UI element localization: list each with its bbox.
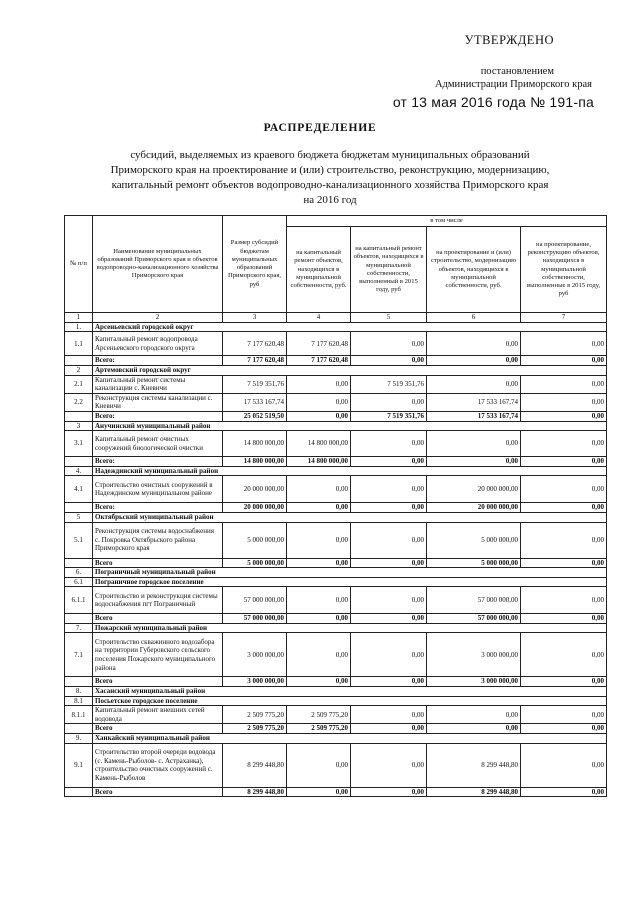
section-row <box>65 322 607 332</box>
section-name: Анучинский муниципальный район <box>93 421 607 431</box>
value-col5: 0,00 <box>351 393 427 411</box>
value-total-subsidy: 5 000 000,00 <box>223 522 287 558</box>
header-name: Наименование муниципальных образований Приморского края и объектов водопроводно-канализационного хозяйства Приморского края <box>93 216 223 313</box>
value-total-subsidy: 7 177 620,48 <box>223 332 287 356</box>
value-total-subsidy: 14 800 000,00 <box>223 457 287 467</box>
value-col7: 0,00 <box>521 356 607 366</box>
value-total-subsidy: 2 509 775,20 <box>223 706 287 724</box>
total-row <box>65 724 607 734</box>
value-col7: 0,00 <box>521 476 607 503</box>
row-num <box>65 503 93 513</box>
value-total-subsidy: 20 000 000,00 <box>223 476 287 503</box>
value-col6: 17 533 167,74 <box>427 393 521 411</box>
section-name: Пожарский муниципальный район <box>93 623 607 633</box>
section-row <box>65 365 607 375</box>
value-col6: 0,00 <box>427 706 521 724</box>
value-total-subsidy: 3 000 000,00 <box>223 677 287 687</box>
table-row <box>65 743 607 787</box>
total-label: Всего: <box>93 356 223 366</box>
value-col7: 0,00 <box>521 633 607 677</box>
value-col5: 0,00 <box>351 743 427 787</box>
row-num: 6.1 <box>65 577 93 587</box>
value-col4: 0,00 <box>287 503 351 513</box>
header-col4: на капитальный ремонт объектов, находящихся в муниципальной собственности, руб. <box>287 227 351 313</box>
value-col4: 0,00 <box>287 787 351 797</box>
value-col6: 8 299 448,80 <box>427 743 521 787</box>
value-col7: 0,00 <box>521 558 607 568</box>
value-col7: 0,00 <box>521 706 607 724</box>
value-col6: 8 299 448,80 <box>427 787 521 797</box>
object-name: Реконструкция системы канализации с. Кневичи <box>93 393 223 411</box>
value-col5: 0,00 <box>351 431 427 457</box>
row-num <box>65 356 93 366</box>
total-row <box>65 457 607 467</box>
section-name: Арсеньевский городской округ <box>93 322 607 332</box>
row-num: 1.1 <box>65 332 93 356</box>
value-col6: 57 000 000,00 <box>427 587 521 614</box>
value-col4: 0,00 <box>287 411 351 421</box>
value-col4: 0,00 <box>287 614 351 624</box>
table-row <box>65 476 607 503</box>
object-name: Реконструкция системы водоснабжения с. Покровка Октябрьского района Приморского края <box>93 522 223 558</box>
object-name: Капитальный ремонт очистных сооружений биологической очистки <box>93 431 223 457</box>
row-num: 3 <box>65 421 93 431</box>
value-col6: 5 000 000,00 <box>427 522 521 558</box>
row-num: 6. <box>65 568 93 578</box>
value-col5: 0,00 <box>351 522 427 558</box>
value-col4: 0,00 <box>287 375 351 393</box>
table-row <box>65 393 607 411</box>
value-col4: 0,00 <box>287 393 351 411</box>
row-num <box>65 411 93 421</box>
value-total-subsidy: 57 000 000,00 <box>223 614 287 624</box>
value-col5: 0,00 <box>351 558 427 568</box>
row-num: 4. <box>65 466 93 476</box>
row-num: 8. <box>65 687 93 697</box>
value-col4: 14 800 000,00 <box>287 457 351 467</box>
row-num: 3.1 <box>65 431 93 457</box>
value-col7: 0,00 <box>521 587 607 614</box>
value-col7: 0,00 <box>521 332 607 356</box>
header-num: № п/п <box>65 216 93 313</box>
value-col6: 20 000 000,00 <box>427 476 521 503</box>
value-total-subsidy: 25 052 519,50 <box>223 411 287 421</box>
header-row-top <box>65 216 607 227</box>
object-name: Строительство и реконструкция системы водоснабжения пгт Пограничный <box>93 587 223 614</box>
row-num: 2.1 <box>65 375 93 393</box>
colnum: 6 <box>427 313 521 323</box>
value-col5: 0,00 <box>351 677 427 687</box>
value-total-subsidy: 20 000 000,00 <box>223 503 287 513</box>
total-row <box>65 558 607 568</box>
row-num: 7. <box>65 623 93 633</box>
value-col4: 0,00 <box>287 587 351 614</box>
value-col5: 0,00 <box>351 457 427 467</box>
header-subsidy: Размер субсидий бюджетам муниципальных образований Приморского края, руб <box>223 216 287 313</box>
total-label: Всего: <box>93 457 223 467</box>
section-name: Надеждинский муниципальный район <box>93 466 607 476</box>
value-col7: 0,00 <box>521 431 607 457</box>
section-row <box>65 421 607 431</box>
value-col5: 0,00 <box>351 587 427 614</box>
total-row <box>65 356 607 366</box>
total-row <box>65 503 607 513</box>
section-name: Октябрьский муниципальный район <box>93 512 607 522</box>
value-total-subsidy: 17 533 167,74 <box>223 393 287 411</box>
value-col5: 0,00 <box>351 633 427 677</box>
value-col7: 0,00 <box>521 787 607 797</box>
value-col5: 7 519 351,76 <box>351 411 427 421</box>
value-total-subsidy: 5 000 000,00 <box>223 558 287 568</box>
table-row <box>65 522 607 558</box>
value-col6: 0,00 <box>427 332 521 356</box>
value-col6: 3 000 000,00 <box>427 677 521 687</box>
row-num: 7.1 <box>65 633 93 677</box>
value-col7: 0,00 <box>521 457 607 467</box>
total-label: Всего <box>93 558 223 568</box>
colnum: 4 <box>287 313 351 323</box>
object-name: Капитальный ремонт системы канализации с. Кневичи <box>93 375 223 393</box>
value-col6: 57 000 000,00 <box>427 614 521 624</box>
decree-line-1: постановлением <box>480 66 554 77</box>
value-col6: 0,00 <box>427 724 521 734</box>
value-col4: 7 177 620,48 <box>287 332 351 356</box>
value-col4: 0,00 <box>287 522 351 558</box>
table-row <box>65 375 607 393</box>
row-num: 5 <box>65 512 93 522</box>
section-row <box>65 696 607 706</box>
value-col6: 0,00 <box>427 356 521 366</box>
value-col4: 7 177 620,48 <box>287 356 351 366</box>
total-row <box>65 411 607 421</box>
approved-stamp: УТВЕРЖДЕНО <box>464 33 554 47</box>
value-col6: 3 000 000,00 <box>427 633 521 677</box>
value-col7: 0,00 <box>521 724 607 734</box>
row-num <box>65 724 93 734</box>
value-col4: 0,00 <box>287 677 351 687</box>
table-row <box>65 332 607 356</box>
value-col4: 0,00 <box>287 633 351 677</box>
value-col7: 0,00 <box>521 503 607 513</box>
section-row <box>65 512 607 522</box>
value-col6: 17 533 167,74 <box>427 411 521 421</box>
section-name: Пограничное городское поселение <box>93 577 607 587</box>
value-col7: 0,00 <box>521 614 607 624</box>
document-subtitle: субсидий, выделяемых из краевого бюджета бюджетам муниципальных образований Приморского края на проектирование и (или) строительство, реконструкцию, модернизацию, капитальный ремонт объектов водопроводно-канализационного хозяйства Приморского края на 2016 год <box>110 149 550 206</box>
section-name: Хасанский муниципальный район <box>93 687 607 697</box>
value-total-subsidy: 8 299 448,80 <box>223 787 287 797</box>
value-total-subsidy: 2 509 775,20 <box>223 724 287 734</box>
row-num: 8.1 <box>65 696 93 706</box>
value-col4: 14 800 000,00 <box>287 431 351 457</box>
value-col7: 0,00 <box>521 393 607 411</box>
value-col4: 2 509 775,20 <box>287 724 351 734</box>
subsidy-table <box>64 215 607 797</box>
value-col5: 0,00 <box>351 503 427 513</box>
colnum: 7 <box>521 313 607 323</box>
value-total-subsidy: 7 177 620,48 <box>223 356 287 366</box>
section-row <box>65 577 607 587</box>
total-label: Всего <box>93 677 223 687</box>
object-name: Капитальный ремонт внешних сетей водовода <box>93 706 223 724</box>
row-num <box>65 457 93 467</box>
row-num <box>65 787 93 797</box>
total-row <box>65 614 607 624</box>
colnum: 3 <box>223 313 287 323</box>
row-num: 2.2 <box>65 393 93 411</box>
table-row <box>65 587 607 614</box>
object-name: Строительство второй очереди водовода (с. Камень-Рыболов- с. Астраханка), строительство очистных сооружений с. Камень-Рыболов <box>93 743 223 787</box>
value-col5: 0,00 <box>351 476 427 503</box>
colnum: 1 <box>65 313 93 323</box>
value-col5: 0,00 <box>351 706 427 724</box>
object-name: Строительство скважинного водозабора на территории Губеровского сельского поселения Пожарского муниципального района <box>93 633 223 677</box>
row-num <box>65 614 93 624</box>
row-num: 6.1.1 <box>65 587 93 614</box>
total-label: Всего: <box>93 503 223 513</box>
value-total-subsidy: 14 800 000,00 <box>223 431 287 457</box>
value-col6: 0,00 <box>427 375 521 393</box>
value-col4: 0,00 <box>287 476 351 503</box>
header-including: в том числе <box>287 216 607 227</box>
value-col5: 0,00 <box>351 614 427 624</box>
value-col5: 7 519 351,76 <box>351 375 427 393</box>
value-col7: 0,00 <box>521 522 607 558</box>
value-col4: 2 509 775,20 <box>287 706 351 724</box>
value-col7: 0,00 <box>521 411 607 421</box>
value-col5: 0,00 <box>351 724 427 734</box>
table-row <box>65 431 607 457</box>
column-number-row <box>65 313 607 323</box>
value-col7: 0,00 <box>521 677 607 687</box>
section-row <box>65 466 607 476</box>
value-col5: 0,00 <box>351 356 427 366</box>
value-total-subsidy: 8 299 448,80 <box>223 743 287 787</box>
total-label: Всего <box>93 724 223 734</box>
value-total-subsidy: 7 519 351,76 <box>223 375 287 393</box>
section-row <box>65 687 607 697</box>
object-name: Строительство очистных сооружений в Надеждинском муниципальном районе <box>93 476 223 503</box>
row-num: 8.1.1 <box>65 706 93 724</box>
section-name: Пограничный муниципальный район <box>93 568 607 578</box>
row-num: 5.1 <box>65 522 93 558</box>
total-row <box>65 677 607 687</box>
value-col7: 0,00 <box>521 375 607 393</box>
section-name: Артемовский городской округ <box>93 365 607 375</box>
row-num: 1. <box>65 322 93 332</box>
table-row <box>65 706 607 724</box>
value-col5: 0,00 <box>351 787 427 797</box>
total-label: Всего <box>93 614 223 624</box>
header-col6: на проектирование и (или) строительство, модернизацию объектов, находящихся в муниципальной собственности, руб. <box>427 227 521 313</box>
section-row <box>65 623 607 633</box>
object-name: Капитальный ремонт водопровода Арсеньевского городского округа <box>93 332 223 356</box>
header-col5: на капитальный ремонт объектов, находящихся в муниципальной собственности, выполненный в 2015 году, руб <box>351 227 427 313</box>
colnum: 2 <box>93 313 223 323</box>
value-col7: 0,00 <box>521 743 607 787</box>
decree-date: от 13 мая 2016 года № 191-па <box>392 94 594 110</box>
total-label: Всего <box>93 787 223 797</box>
value-col6: 20 000 000,00 <box>427 503 521 513</box>
table-row <box>65 633 607 677</box>
section-name: Ханкайский муниципальный район <box>93 734 607 744</box>
row-num: 4.1 <box>65 476 93 503</box>
document-title: РАСПРЕДЕЛЕНИЕ <box>263 122 377 134</box>
total-label: Всего: <box>93 411 223 421</box>
header-col7: на проектирование, реконструкцию объектов, находящихся в муниципальной собственности, выполненные в 2015 году, руб <box>521 227 607 313</box>
row-num <box>65 677 93 687</box>
row-num: 9. <box>65 734 93 744</box>
row-num: 2 <box>65 365 93 375</box>
value-col4: 0,00 <box>287 743 351 787</box>
value-total-subsidy: 57 000 000,00 <box>223 587 287 614</box>
value-col6: 5 000 000,00 <box>427 558 521 568</box>
value-col5: 0,00 <box>351 332 427 356</box>
total-row <box>65 787 607 797</box>
row-num <box>65 558 93 568</box>
value-col6: 0,00 <box>427 431 521 457</box>
value-total-subsidy: 3 000 000,00 <box>223 633 287 677</box>
row-num: 9.1 <box>65 743 93 787</box>
value-col6: 0,00 <box>427 457 521 467</box>
section-name: Посьетское городское поселение <box>93 696 607 706</box>
colnum: 5 <box>351 313 427 323</box>
section-row <box>65 734 607 744</box>
section-row <box>65 568 607 578</box>
decree-line-2: Администрации Приморского края <box>434 79 592 90</box>
value-col4: 0,00 <box>287 558 351 568</box>
